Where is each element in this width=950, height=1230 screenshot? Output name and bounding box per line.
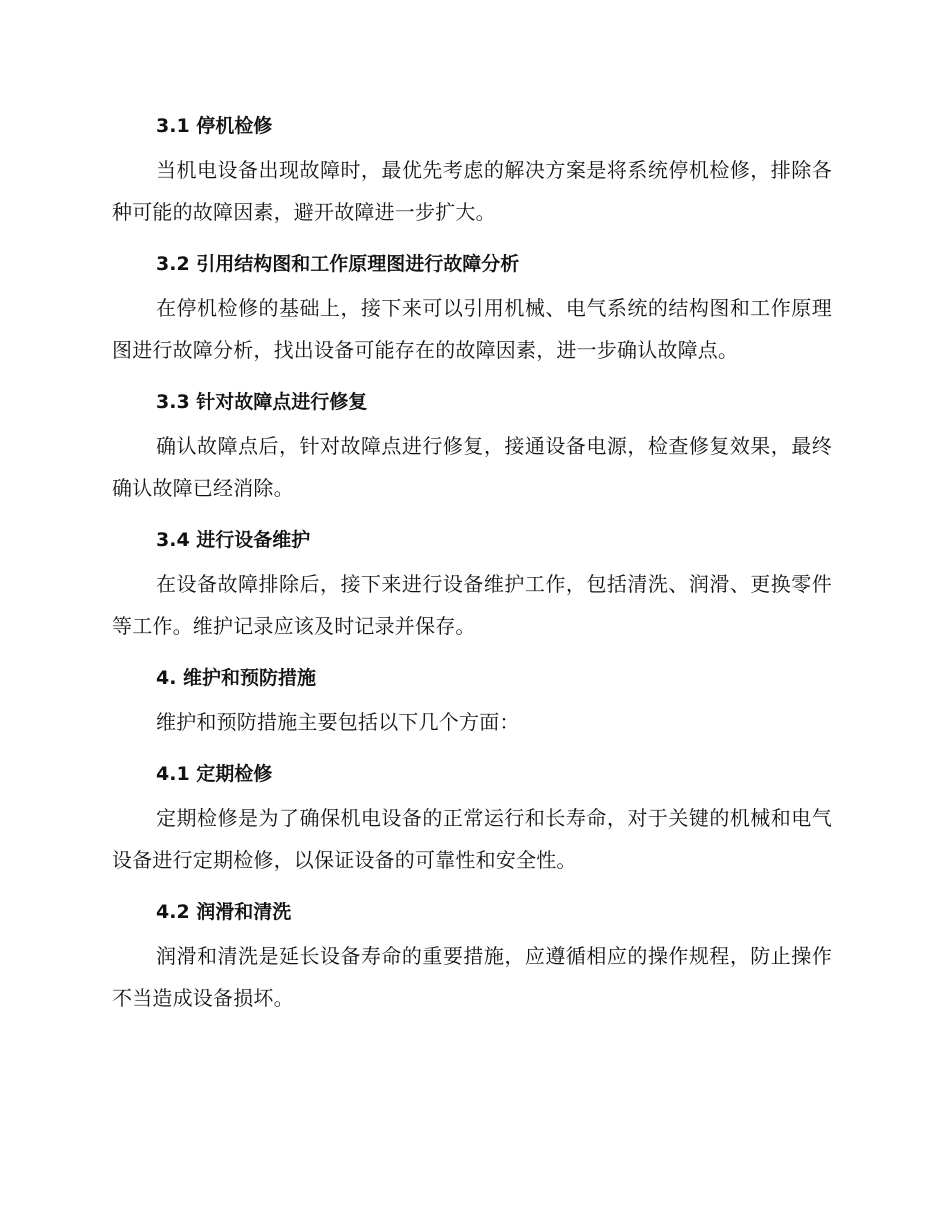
section-paragraph-3-1: 当机电设备出现故障时，最优先考虑的解决方案是将系统停机检修，排除各种可能的故障因素，避开故障进一步扩大。 [112,158,832,224]
section-paragraph-4-1: 定期检修是为了确保机电设备的正常运行和长寿命，对于关键的机械和电气设备进行定期检修，以保证设备的可靠性和安全性。 [112,806,832,872]
section-heading-4: 4. 维护和预防措施 [156,667,317,689]
section-heading-4-1: 4.1 定期检修 [156,763,273,785]
section-heading-3-3: 3.3 针对故障点进行修复 [156,391,368,413]
section-paragraph-4: 维护和预防措施主要包括以下几个方面： [156,710,520,734]
section-paragraph-3-2: 在停机检修的基础上，接下来可以引用机械、电气系统的结构图和工作原理图进行故障分析，找出设备可能存在的故障因素，进一步确认故障点。 [112,296,832,362]
section-heading-3-4: 3.4 进行设备维护 [156,529,311,551]
section-heading-4-2: 4.2 润滑和清洗 [156,901,292,923]
section-paragraph-3-3: 确认故障点后，针对故障点进行修复，接通设备电源，检查修复效果，最终确认故障已经消除。 [112,434,832,500]
section-paragraph-4-2: 润滑和清洗是延长设备寿命的重要措施，应遵循相应的操作规程，防止操作不当造成设备损坏。 [112,944,832,1010]
section-paragraph-3-4: 在设备故障排除后，接下来进行设备维护工作，包括清洗、润滑、更换零件等工作。维护记录应该及时记录并保存。 [112,572,832,638]
section-heading-3-2: 3.2 引用结构图和工作原理图进行故障分析 [156,253,520,275]
section-heading-3-1: 3.1 停机检修 [156,115,273,137]
document-body [112,103,832,1027]
